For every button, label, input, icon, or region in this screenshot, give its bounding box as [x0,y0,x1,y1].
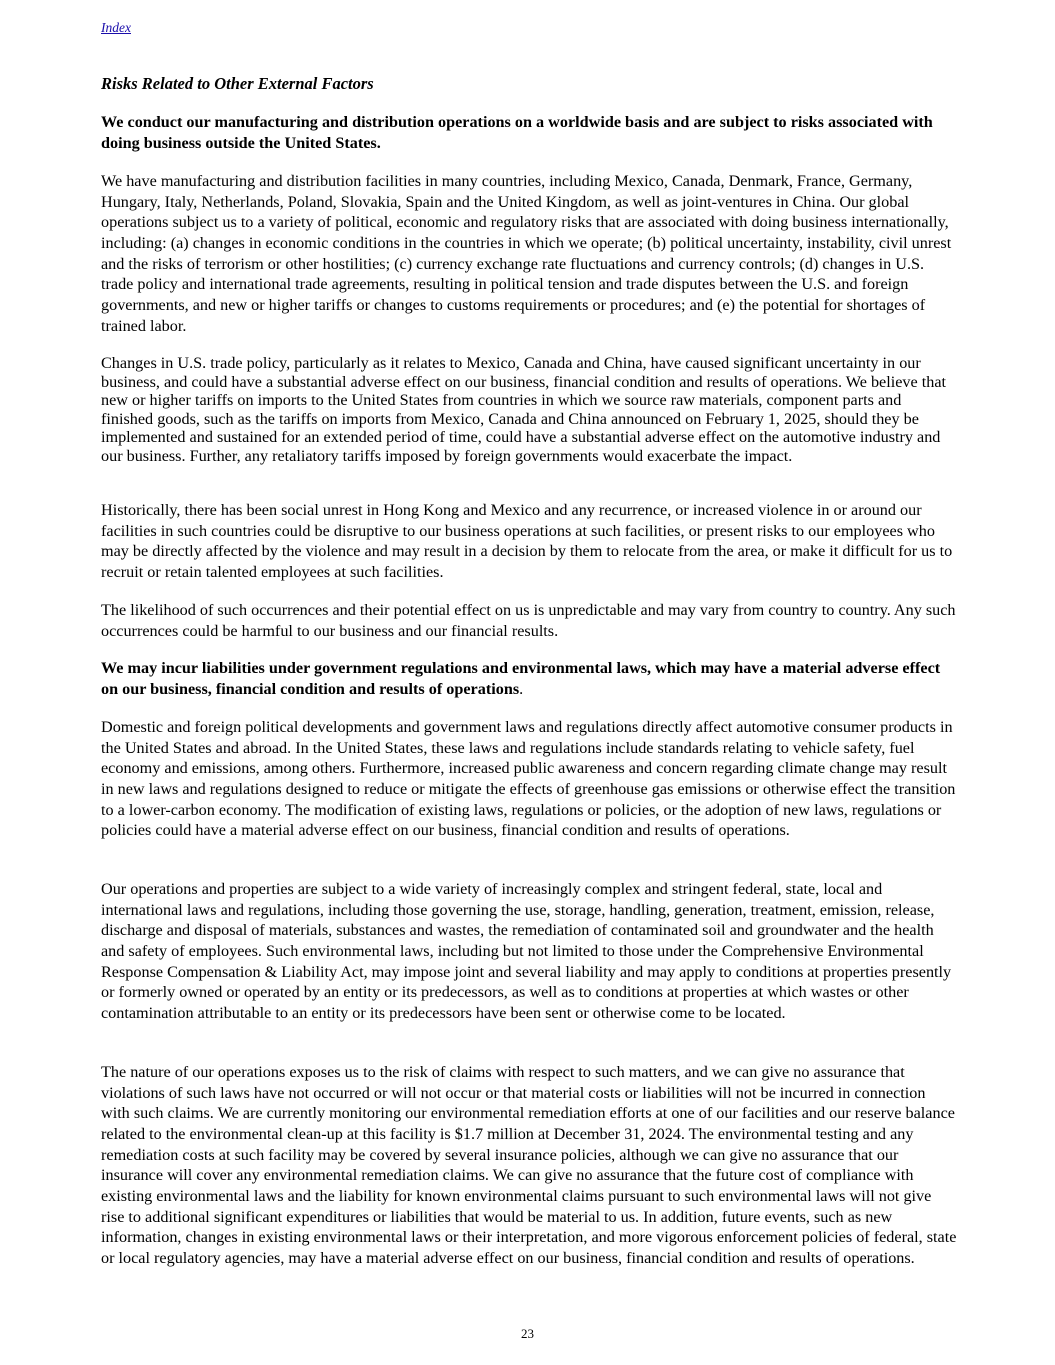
paragraph-likelihood: The likelihood of such occurrences and their potential effect on us is unpredictable and may vary from country to country. Any such occurrences could be harmful to our business and our financial results. [101,601,956,640]
paragraph-trade-policy: Changes in U.S. trade policy, particularly as it relates to Mexico, Canada and China, have caused significant uncertainty in our business, and could have a substantial adverse effect on our business, financial condition and results of operations. We believe that new or higher tariffs on imports to the United States from countries in which we source raw materials, component parts and finished goods, such as the tariffs on imports from Mexico, Canada and China announced on February 1, 2025, should they be implemented and sustained for an extended period of time, could have a substantial adverse effect on the automotive industry and our business. Further, any retaliatory tariffs imposed by foreign governments would exacerbate the impact. [101,354,947,465]
risk-heading-period: . [519,679,524,698]
section-title: Risks Related to Other External Factors [101,74,374,93]
paragraph-environmental-laws: Our operations and properties are subject to a wide variety of increasingly complex and stringent federal, state, local and international laws and regulations, including those governing the use, storage, handling, generation, treatment, emission, release, discharge and disposal of materials, substances and wastes, the remediation of contaminated soil and groundwater and the health and safety of employees. Such environmental laws, including but not limited to those under the Comprehensive Environmental Response Compensation & Liability Act, may impose joint and several liability and may apply to conditions at properties presently or formerly owned or operated by an entity or its predecessors, as well as to conditions at properties at which wastes or other contamination attributable to an entity or its predecessors have been sent or otherwise come to be located. [101,880,952,1022]
paragraph-facilities: We have manufacturing and distribution facilities in many countries, including Mexico, Canada, Denmark, France, Germany, Hungary, Italy, Netherlands, Poland, Slovakia, Spain and the United Kingdom, as well as joint-ventures in China. Our global operations subject us to a variety of political, economic and regulatory risks that are associated with doing business internationally, including: (a) changes in economic conditions in the countries in which we operate; (b) political uncertainty, instability, civil unrest and the risks of terrorism or other hostilities; (c) currency exchange rate fluctuations and currency controls; (d) changes in U.S. trade policy and international trade agreements, resulting in political tension and trade disputes between the U.S. and foreign governments, and new or higher tariffs or changes to customs requirements or procedures; and (e) the potential for shortages of trained labor. [101,172,952,335]
paragraph-claims: The nature of our operations exposes us to the risk of claims with respect to such matters, and we can give no assurance that violations of such laws have not occurred or will not occur or that material costs or liabilities will not be incurred in connection with such claims. We are currently monitoring our environmental remediation efforts at one of our facilities and our reserve balance related to the environmental clean-up at this facility is $1.7 million at December 31, 2024. The environmental testing and any remediation costs at such facility may be covered by several insurance policies, although we can give no assurance that our insurance will cover any environmental remediation claims. We can give no assurance that the future cost of compliance with existing environmental laws and the liability for known environmental claims pursuant to such environmental laws will not give rise to additional significant expenditures or liabilities that would be material to us. In addition, future events, such as new information, changes in existing environmental laws or their interpretation, and more vigorous enforcement policies of federal, state or local regulatory agencies, may have a material adverse effect on our business, financial condition and results of operations. [101,1063,957,1267]
paragraph-social-unrest: Historically, there has been social unrest in Hong Kong and Mexico and any recurrence, or increased violence in or around our facilities in such countries could be disruptive to our business operations at such facilities, or present risks to our employees who may be directly affected by the violence and may result in a decision by them to relocate from the area, or make it difficult for us to recruit or retain talented employees at such facilities. [101,501,953,581]
risk-heading-environmental-text: We may incur liabilities under government regulations and environmental laws, which may have a material adverse effect on our business, financial condition and results of operations [101,659,941,698]
risk-heading-international: We conduct our manufacturing and distribution operations on a worldwide basis and are subject to risks associated with doing business outside the United States. [101,113,933,152]
paragraph-political-developments: Domestic and foreign political developments and government laws and regulations directly affect automotive consumer products in the United States and abroad. In the United States, these laws and regulations include standards relating to vehicle safety, fuel economy and emissions, among others. Furthermore, increased public awareness and concern regarding climate change may result in new laws and regulations designed to reduce or mitigate the effects of greenhouse gas emissions or otherwise effect the transition to a lower-carbon economy. The modification of existing laws, regulations or policies, or the adoption of new laws, regulations or policies could have a material adverse effect on our business, financial condition and results of operations. [101,718,956,840]
page-number: 23 [521,1326,534,1341]
risk-heading-environmental [101,658,957,699]
index-link[interactable]: Index [101,20,131,35]
